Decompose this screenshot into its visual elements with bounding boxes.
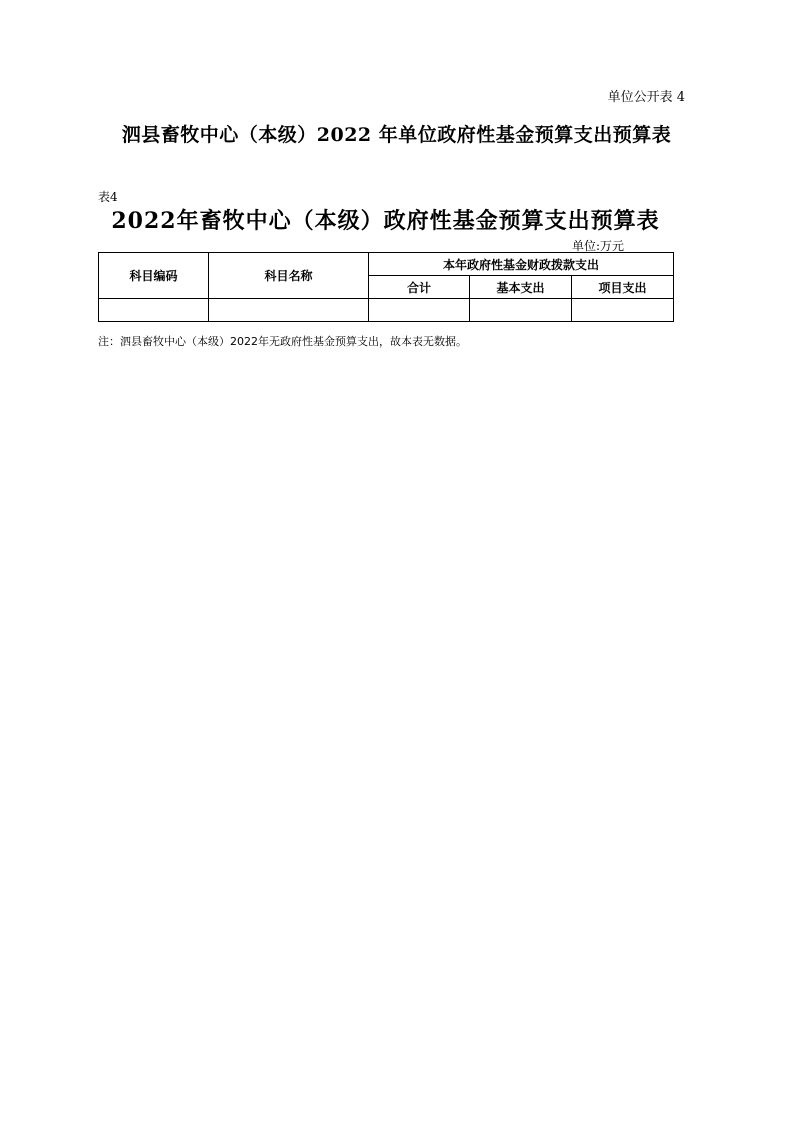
column-header-group: 本年政府性基金财政拨款支出 — [369, 253, 674, 276]
table-title: 2022年畜牧中心（本级）政府性基金预算支出预算表 — [111, 208, 660, 234]
budget-table — [98, 252, 674, 322]
cell-project — [572, 299, 674, 322]
footnote: 注：泗县畜牧中心（本级）2022年无政府性基金预算支出，故本表无数据。 — [98, 335, 467, 348]
table-number: 表4 — [98, 190, 118, 204]
cell-name — [209, 299, 369, 322]
table-row — [99, 299, 674, 322]
column-header-name: 科目名称 — [209, 253, 369, 299]
page-label: 单位公开表 4 — [607, 90, 685, 105]
column-header-project: 项目支出 — [572, 276, 674, 299]
column-header-basic: 基本支出 — [470, 276, 572, 299]
column-header-total: 合计 — [369, 276, 470, 299]
cell-total — [369, 299, 470, 322]
column-header-code: 科目编码 — [99, 253, 209, 299]
unit-label: 单位:万元 — [572, 239, 625, 253]
cell-basic — [470, 299, 572, 322]
cell-code — [99, 299, 209, 322]
header-row-1 — [99, 253, 674, 276]
document-title: 泗县畜牧中心（本级）2022 年单位政府性基金预算支出预算表 — [121, 124, 672, 146]
